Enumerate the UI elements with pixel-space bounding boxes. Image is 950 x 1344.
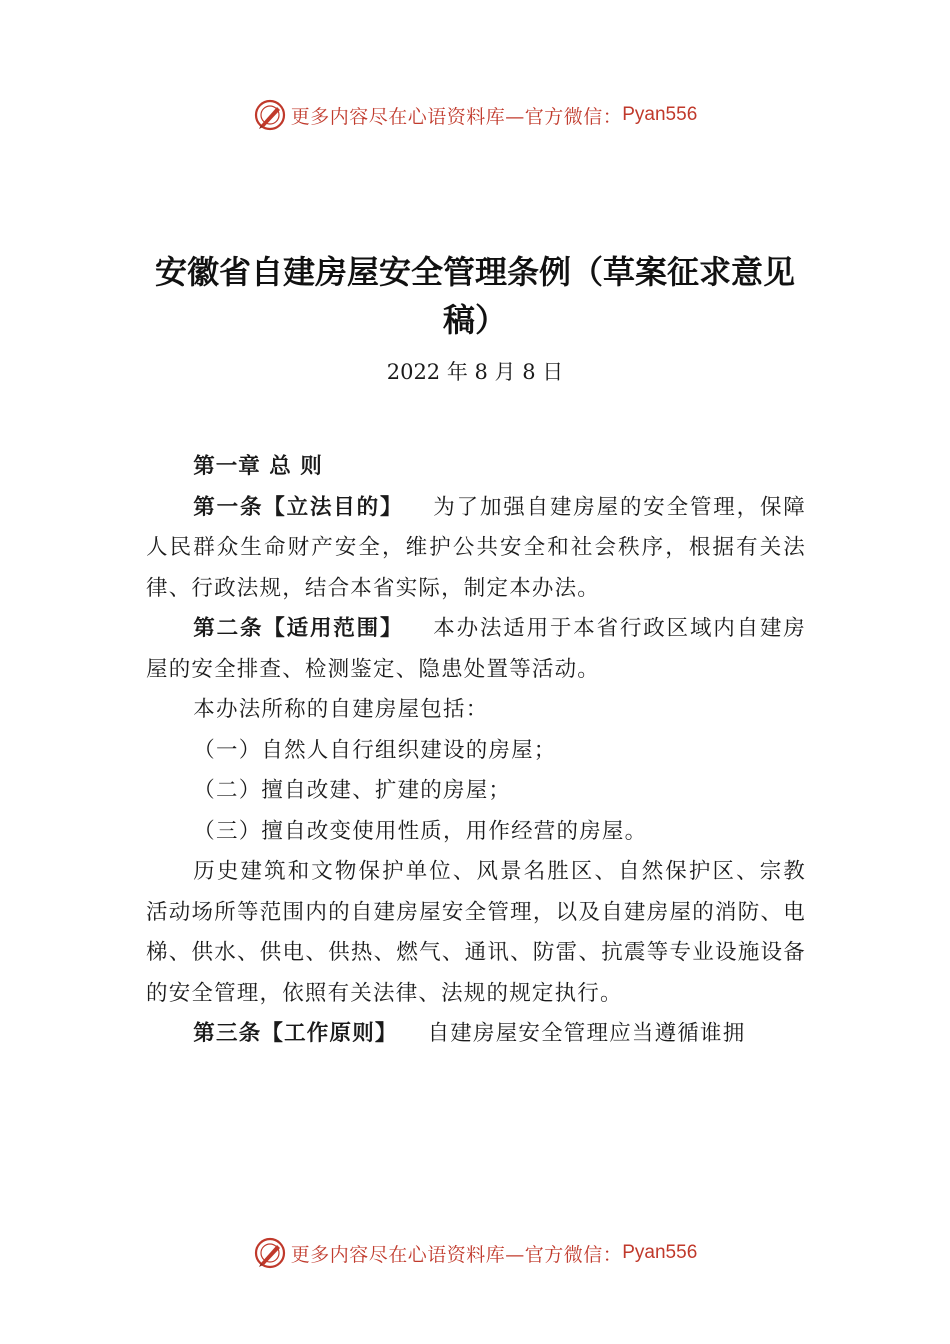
watermark-wechat-id: Pyan556 [622, 1242, 698, 1263]
definition-item-1: （一）自然人自行组织建设的房屋； [193, 737, 557, 763]
article-3-label: 第三条【工作原则】 [193, 1021, 398, 1046]
article-2-text: 本办法适用于本省行政区域内自建房屋的安全排查、检测鉴定、隐患处置等活动。 [146, 616, 806, 682]
watermark-text: 更多内容尽在心语资料库—官方微信： [290, 1243, 623, 1266]
chapter-heading: 第一章 总 则 [193, 454, 323, 479]
document-body [146, 447, 806, 1055]
article-3 [146, 1014, 806, 1055]
watermark-wechat-id: Pyan556 [622, 104, 698, 125]
pen-seal-icon [253, 1236, 287, 1270]
header-watermark [0, 95, 950, 135]
watermark-text: 更多内容尽在心语资料库—官方微信： [290, 105, 623, 128]
document-date: 2022 年 8 月 8 日 [386, 360, 564, 384]
article-1-text: 为了加强自建房屋的安全管理，保障人民群众生命财产安全，维护公共安全和社会秩序，根据有关法律、行政法规，结合本省实际，制定本办法。 [146, 494, 806, 601]
article-2-label: 第二条【适用范围】 [193, 616, 404, 641]
definition-item-2: （二）擅自改建、扩建的房屋； [193, 778, 512, 803]
definition-intro: 本办法所称的自建房屋包括： [193, 697, 489, 722]
footer-watermark [0, 1233, 950, 1273]
document-title: 安徽省自建房屋安全管理条例（草案征求意见稿） [154, 253, 795, 339]
article-1 [146, 488, 806, 610]
definition-item-3: （三）擅自改变使用性质，用作经营的房屋。 [193, 818, 648, 844]
exclusion-paragraph: 历史建筑和文物保护单位、风景名胜区、自然保护区、宗教活动场所等范围内的自建房屋安全管理，以及自建房屋的消防、电梯、供水、供电、供热、燃气、通讯、防雷、抗震等专业设施设备的安全管理，依照有关法律、法规的规定执行。 [146, 859, 806, 1006]
pen-seal-icon [253, 98, 287, 132]
article-3-text: 自建房屋安全管理应当遵循谁拥 [427, 1021, 746, 1046]
article-1-label: 第一条【立法目的】 [193, 494, 404, 520]
article-2 [146, 609, 806, 690]
